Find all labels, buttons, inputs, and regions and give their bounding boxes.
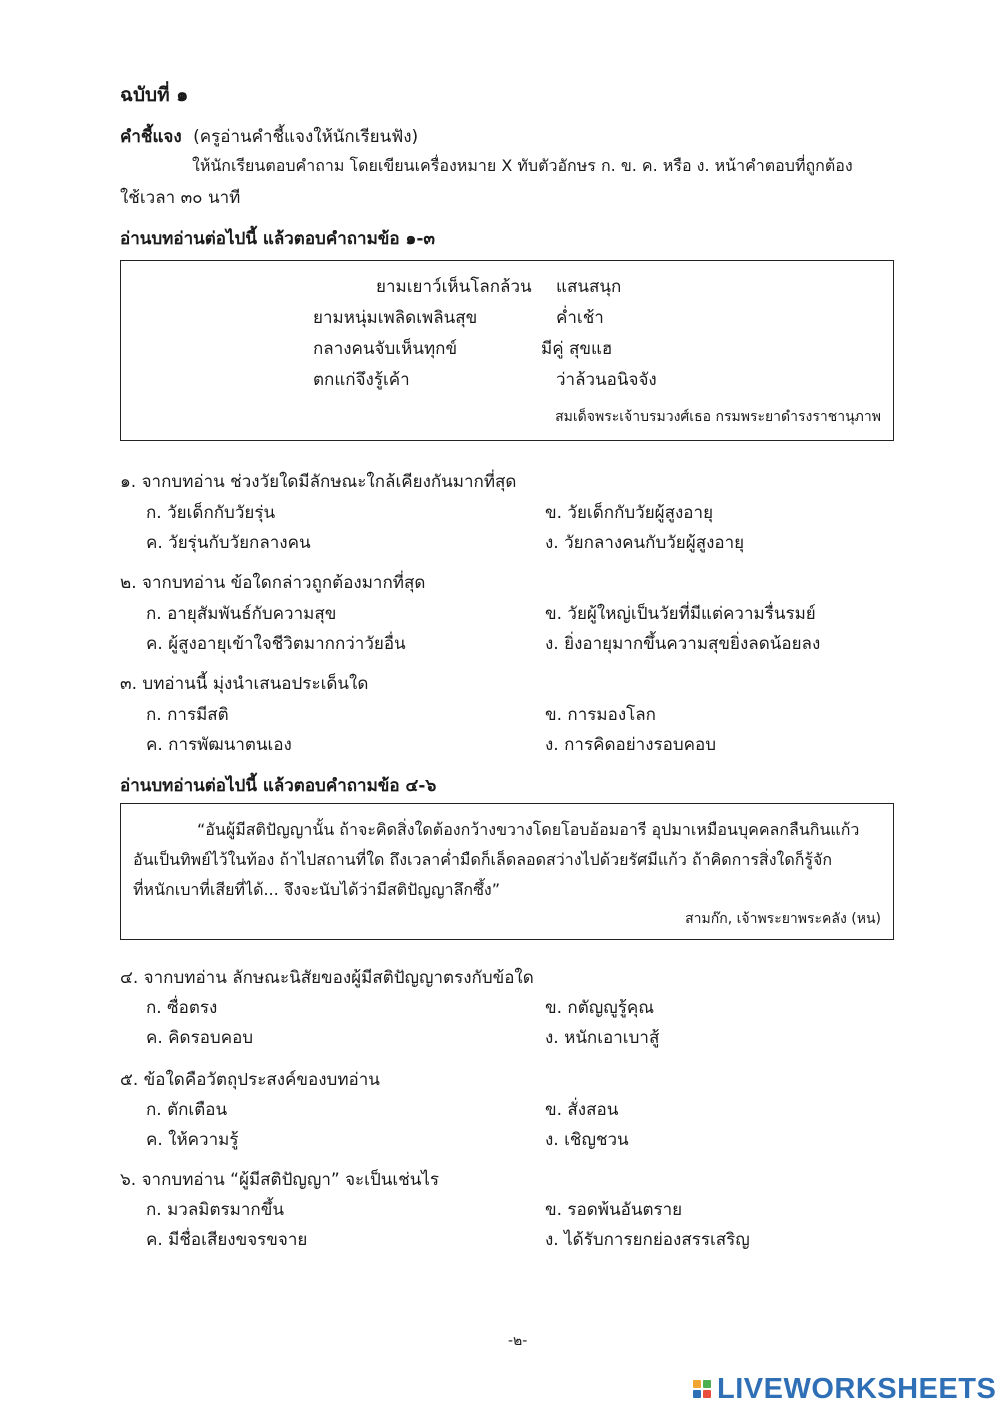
page-title: ฉบับที่ ๑ <box>120 84 189 106</box>
option-b[interactable]: ข. สั่งสอน <box>545 1100 619 1120</box>
option-a[interactable]: ก. มวลมิตรมากขึ้น <box>146 1200 284 1220</box>
option-b[interactable]: ข. กตัญญูรู้คุณ <box>545 998 655 1018</box>
page-number: -๒- <box>508 1333 528 1349</box>
poem-line-right: แสนสนุก <box>556 277 622 297</box>
passage-line: ที่หนักเบาที่เสียที่ได้... จึงจะนับได้ว่ามีสติปัญญาลึกซึ้ง” <box>133 880 501 899</box>
option-d[interactable]: ง. ยิ่งอายุมากขึ้นความสุขยิ่งลดน้อยลง <box>545 634 821 654</box>
logo-square <box>703 1390 711 1398</box>
section-1-title: อ่านบทอ่านต่อไปนี้ แล้วตอบคำถามข้อ ๑-๓ <box>120 229 436 249</box>
instructions-label: คำชี้แจง <box>120 127 182 147</box>
option-a[interactable]: ก. การมีสติ <box>146 705 229 725</box>
instructions-note: (ครูอ่านคำชี้แจงให้นักเรียนฟัง) <box>193 127 419 147</box>
option-c[interactable]: ค. การพัฒนาตนเอง <box>146 735 292 755</box>
question-text: ๕. ข้อใดคือวัตถุประสงค์ของบทอ่าน <box>120 1070 380 1090</box>
question-text: ๓. บทอ่านนี้ มุ่งนำเสนอประเด็นใด <box>120 674 369 694</box>
liveworksheets-logo <box>693 1374 996 1404</box>
logo-text: LIVEWORKSHEETS <box>717 1372 997 1405</box>
poem-line-left: ยามหนุ่มเพลิดเพลินสุข <box>313 308 478 328</box>
question-text: ๔. จากบทอ่าน ลักษณะนิสัยของผู้มีสติปัญญาตรงกับข้อใด <box>120 968 534 988</box>
option-c[interactable]: ค. ให้ความรู้ <box>146 1130 239 1150</box>
option-b[interactable]: ข. วัยผู้ใหญ่เป็นวัยที่มีแต่ความรื่นรมย์ <box>545 604 816 624</box>
poem-line-right: ค่ำเช้า <box>556 308 604 328</box>
instructions-text: ให้นักเรียนตอบคำถาม โดยเขียนเครื่องหมาย X ทับตัวอักษร ก. ข. ค. หรือ ง. หน้าคำตอบที่ถูกต้อง <box>192 156 853 175</box>
passage-line: “อันผู้มีสติปัญญานั้น ถ้าจะคิดสิ่งใดต้องกว้างขวางโดยโอบอ้อมอารี อุปมาเหมือนบุคคลกลืนกินแก้ว <box>197 820 860 839</box>
logo-square <box>693 1380 701 1388</box>
option-b[interactable]: ข. การมองโลก <box>545 705 656 725</box>
poem-line-left: ตกแก่จึงรู้เค้า <box>313 370 410 390</box>
poem-line-right: ว่าล้วนอนิจจัง <box>556 370 657 390</box>
instructions-time: ใช้เวลา ๓๐ นาที <box>120 188 241 208</box>
question-text: ๑. จากบทอ่าน ช่วงวัยใดมีลักษณะใกล้เคียงกันมากที่สุด <box>120 472 517 492</box>
option-a[interactable]: ก. ตักเตือน <box>146 1100 228 1120</box>
liveworksheets-logo-icon <box>693 1380 711 1398</box>
option-d[interactable]: ง. เชิญชวน <box>545 1130 629 1150</box>
section-2-title: อ่านบทอ่านต่อไปนี้ แล้วตอบคำถามข้อ ๔-๖ <box>120 776 437 796</box>
option-d[interactable]: ง. ได้รับการยกย่องสรรเสริญ <box>545 1230 750 1250</box>
question-text: ๒. จากบทอ่าน ข้อใดกล่าวถูกต้องมากที่สุด <box>120 573 426 593</box>
passage-box <box>120 803 894 940</box>
option-c[interactable]: ค. ผู้สูงอายุเข้าใจชีวิตมากกว่าวัยอื่น <box>146 634 406 654</box>
poem-line-left: ยามเยาว์เห็นโลกล้วน <box>376 277 532 297</box>
logo-square <box>693 1390 701 1398</box>
option-a[interactable]: ก. ซื่อตรง <box>146 998 218 1018</box>
poem-credit: สมเด็จพระเจ้าบรมวงศ์เธอ กรมพระยาดำรงราชานุภาพ <box>555 409 881 425</box>
passage-line: อันเป็นทิพย์ไว้ในท้อง ถ้าไปสถานที่ใด ถึงเวลาค่ำมืดก็เล็ดลอดสว่างไปด้วยรัศมีแก้ว ถ้าคิดการสิ่งใดก็รู้จัก <box>133 850 833 869</box>
option-d[interactable]: ง. วัยกลางคนกับวัยผู้สูงอายุ <box>545 533 745 553</box>
option-a[interactable]: ก. วัยเด็กกับวัยรุ่น <box>146 503 276 523</box>
instructions-line <box>120 123 418 150</box>
logo-square <box>703 1380 711 1388</box>
question-text: ๖. จากบทอ่าน “ผู้มีสติปัญญา” จะเป็นเช่นไร <box>120 1170 440 1190</box>
option-d[interactable]: ง. หนักเอาเบาสู้ <box>545 1028 660 1048</box>
passage-credit: สามก๊ก, เจ้าพระยาพระคลัง (หน) <box>685 911 881 927</box>
option-b[interactable]: ข. รอดพ้นอันตราย <box>545 1200 683 1220</box>
option-c[interactable]: ค. วัยรุ่นกับวัยกลางคน <box>146 533 311 553</box>
option-c[interactable]: ค. คิดรอบคอบ <box>146 1028 254 1048</box>
option-b[interactable]: ข. วัยเด็กกับวัยผู้สูงอายุ <box>545 503 714 523</box>
option-c[interactable]: ค. มีชื่อเสียงขจรขจาย <box>146 1230 308 1250</box>
option-d[interactable]: ง. การคิดอย่างรอบคอบ <box>545 735 717 755</box>
poem-line-left: กลางคนจับเห็นทุกข์ <box>313 339 458 359</box>
option-a[interactable]: ก. อายุสัมพันธ์กับความสุข <box>146 604 337 624</box>
poem-box <box>120 260 894 441</box>
poem-line-right: มีคู่ สุขแฮ <box>541 339 613 359</box>
